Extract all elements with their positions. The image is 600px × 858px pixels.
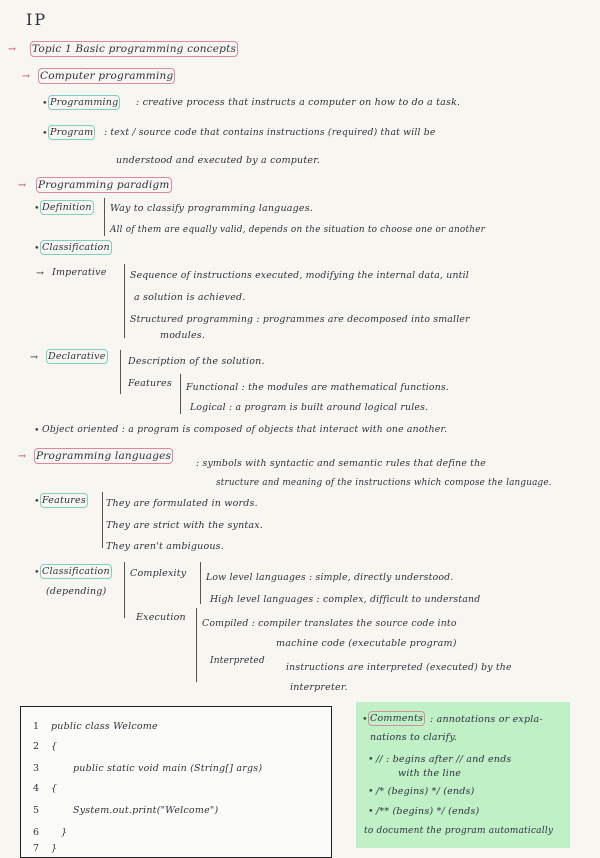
compiled: Compiled : compiler translates the source code into — [202, 618, 457, 629]
declarative-1: Description of the solution. — [128, 356, 265, 367]
def-program-1: : text / source code that contains instructions (required) that will be — [104, 127, 436, 138]
term-classification: Classification — [42, 242, 110, 253]
term-definition: Definition — [42, 202, 92, 213]
term-comments: Comments — [370, 713, 424, 724]
bullet-icon: • — [42, 128, 48, 139]
interpreted: instructions are interpreted (executed) by the — [286, 662, 512, 673]
classification-sub: (depending) — [46, 586, 107, 597]
section-paradigm: Programming paradigm — [38, 179, 170, 191]
imperative-2: a solution is achieved. — [134, 292, 246, 303]
code-line: System.out.print("Welcome") — [73, 805, 219, 816]
comments-note — [356, 702, 570, 848]
code-line-number: 7 — [33, 843, 40, 854]
bracket — [124, 264, 125, 338]
low-level: Low level languages : simple, directly understood. — [206, 572, 454, 583]
bracket — [102, 492, 103, 548]
bullet-icon: • — [34, 567, 40, 578]
term-lang-classification: Classification — [42, 566, 110, 577]
code-line: } — [51, 843, 58, 854]
bullet-icon: • — [368, 786, 374, 797]
bullet-icon: • — [34, 496, 40, 507]
bullet-icon: • — [34, 425, 40, 436]
functional: Functional : the modules are mathematical functions. — [186, 382, 450, 393]
arrow-icon: → — [22, 71, 31, 82]
bullet-icon: • — [34, 243, 40, 254]
paradigm-def-1: Way to classify programming languages. — [110, 203, 314, 214]
high-level: High level languages : complex, difficult to understand — [210, 594, 481, 605]
comments-doc: /** (begins) */ (ends) — [376, 806, 480, 817]
term-lang-features: Features — [42, 495, 86, 506]
code-line: { — [51, 783, 58, 794]
compiled-2: machine code (executable program) — [276, 638, 457, 649]
logical: Logical : a program is built around logical rules. — [190, 402, 429, 413]
lang-feature-1: They are formulated in words. — [106, 498, 258, 509]
page-title: IP — [26, 10, 48, 29]
code-line-number: 6 — [33, 827, 40, 838]
arrow-icon: → — [30, 352, 39, 363]
bracket — [120, 350, 121, 394]
code-line-number: 3 — [33, 763, 40, 774]
languages-def-1: : symbols with syntactic and semantic rules that define the — [196, 458, 487, 469]
code-line-number: 5 — [33, 805, 40, 816]
code-line-number: 2 — [33, 741, 40, 752]
section-languages: Programming languages — [36, 450, 172, 462]
term-features: Features — [128, 378, 172, 389]
comments-doc-2: to document the program automatically — [364, 826, 554, 836]
arrow-icon: → — [18, 180, 27, 191]
code-line: public static void main (String[] args) — [73, 763, 263, 774]
term-execution: Execution — [136, 612, 186, 623]
term-programming: Programming — [50, 97, 119, 108]
code-line: { — [51, 741, 58, 752]
bullet-icon: • — [362, 714, 368, 725]
comments-def-1: : annotations or expla- — [430, 714, 543, 725]
topic-heading: Topic 1 Basic programming concepts — [32, 43, 237, 55]
term-program: Program — [50, 127, 94, 138]
term-interpreted: Interpreted — [210, 656, 265, 666]
bracket — [104, 198, 105, 236]
lang-feature-3: They aren't ambiguous. — [106, 541, 224, 552]
languages-def-2: structure and meaning of the instructions which compose the language. — [216, 478, 552, 488]
code-sample — [20, 706, 332, 858]
bullet-icon: • — [368, 754, 374, 765]
comments-single: // : begins after // and ends — [376, 754, 512, 765]
def-programming: : creative process that instructs a computer on how to do a task. — [136, 97, 461, 108]
bracket — [200, 562, 201, 604]
bullet-icon: • — [42, 98, 48, 109]
bracket — [180, 374, 181, 414]
section-computer-programming: Computer programming — [40, 70, 174, 82]
term-complexity: Complexity — [130, 568, 187, 579]
lang-feature-2: They are strict with the syntax. — [106, 520, 264, 531]
bullet-icon: • — [34, 203, 40, 214]
term-imperative: Imperative — [52, 267, 107, 278]
imperative-3: Structured programming : programmes are decomposed into smaller — [130, 314, 470, 325]
arrow-icon: → — [36, 268, 45, 279]
comments-single-2: with the line — [398, 768, 462, 779]
bracket — [196, 608, 197, 682]
code-line: public class Welcome — [51, 721, 158, 732]
object-oriented: Object oriented : a program is composed of objects that interact with one another. — [42, 424, 448, 435]
code-line-number: 4 — [33, 783, 40, 794]
bracket — [124, 562, 125, 618]
arrow-icon: → — [18, 451, 27, 462]
def-program-2: understood and executed by a computer. — [116, 155, 321, 166]
code-line: } — [61, 827, 68, 838]
paradigm-def-2: All of them are equally valid, depends on the situation to choose one or another — [110, 225, 486, 235]
term-declarative: Declarative — [48, 351, 106, 362]
imperative-1: Sequence of instructions executed, modifying the internal data, until — [130, 270, 469, 281]
bullet-icon: • — [368, 806, 374, 817]
comments-def-2: nations to clarify. — [370, 732, 457, 743]
comments-multi: /* (begins) */ (ends) — [376, 786, 475, 797]
interpreted-2: interpreter. — [290, 682, 348, 693]
arrow-icon: → — [8, 44, 17, 55]
imperative-4: modules. — [160, 330, 206, 341]
code-line-number: 1 — [33, 721, 40, 732]
